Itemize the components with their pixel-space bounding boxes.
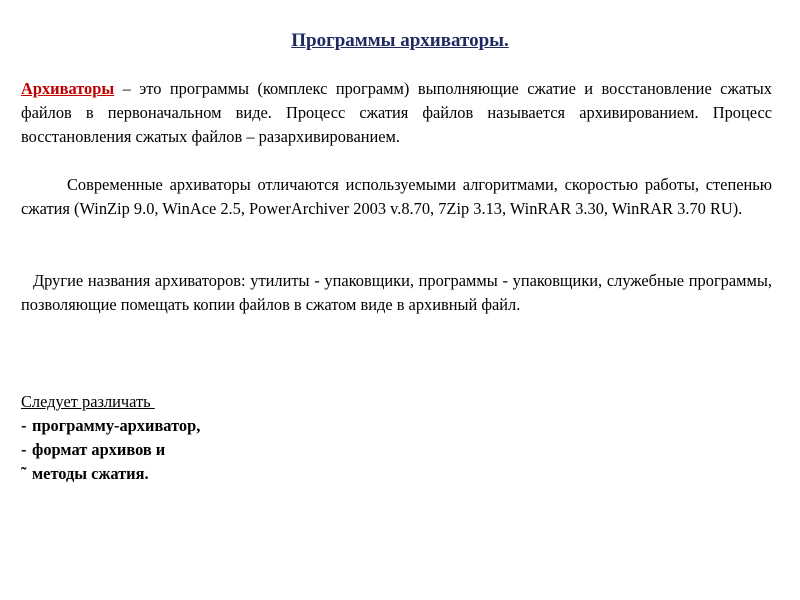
list-item-text: формат архивов и bbox=[32, 440, 166, 459]
distinguish-heading: Следует различать bbox=[21, 392, 155, 411]
definition-text: – это программы (комплекс программ) выполняющие сжатие и восстановление сжатых файлов в первоначальном виде. Процесс сжатия файлов называется архивированием. Процесс восстановления сжатых файлов – разархивированием. bbox=[21, 79, 772, 146]
list-item-text: методы сжатия. bbox=[32, 464, 149, 483]
other-names-text: Другие названия архиваторов: утилиты - упаковщики, программы - упаковщики, служебные программы, позволяющие помещать копии файлов в сжатом виде в архивный файл. bbox=[21, 271, 772, 314]
bullet-dash: - bbox=[21, 416, 27, 435]
distinguish-list bbox=[21, 414, 200, 486]
list-item-text: программу-архиватор, bbox=[32, 416, 201, 435]
term-archivers: Архиваторы bbox=[21, 79, 115, 98]
list-item bbox=[21, 438, 200, 462]
paragraph-modern-archivers bbox=[21, 173, 772, 221]
bullet-dash: - bbox=[21, 440, 27, 459]
paragraph-definition bbox=[21, 77, 772, 149]
list-item bbox=[21, 414, 200, 438]
slide-title: Программы архиваторы. bbox=[291, 30, 509, 51]
paragraph-other-names bbox=[21, 269, 772, 317]
list-item bbox=[21, 462, 200, 486]
modern-archivers-text: Современные архиваторы отличаются используемыми алгоритмами, скоростью работы, степенью сжатия (WinZip 9.0, WinAce 2.5, PowerArchiver 2003 v.8.70, 7Zip 3.13, WinRAR 3.30, WinRAR 3.70 RU). bbox=[21, 175, 772, 218]
bullet-tilde: ˜ bbox=[21, 464, 27, 483]
